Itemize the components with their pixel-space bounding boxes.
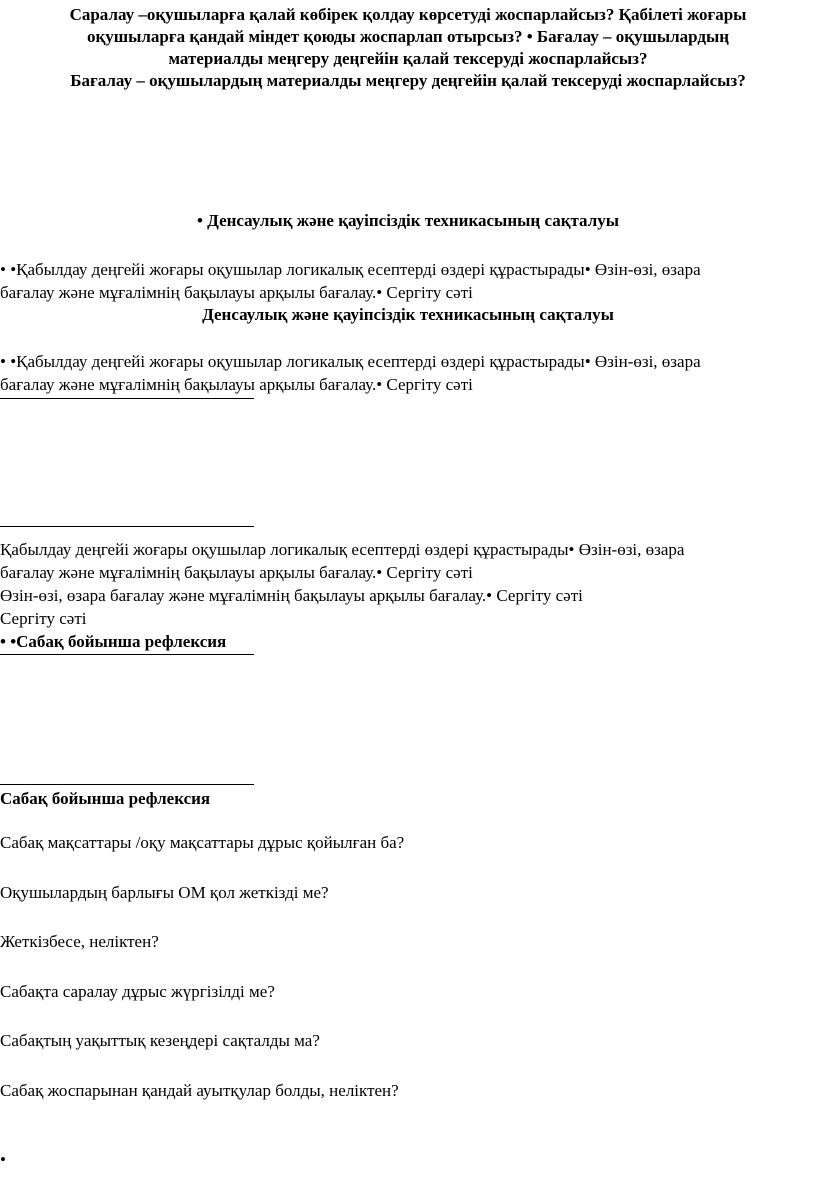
reflection-question-6: Сабақ жоспарынан қандай ауытқулар болды, неліктен? xyxy=(0,1081,399,1100)
health-safety-title-1: • Денсаулық және қауіпсіздік техникасының сақталуы xyxy=(196,211,620,230)
middle-text-line-4: Сергіту сәті xyxy=(0,609,87,628)
health-safety-body-1-line-1: • •Қабылдау деңгейі жоғары оқушылар логикалық есептерді өздері құрастырады• Өзін-өзі, өзара xyxy=(0,260,701,279)
reflection-question-2: Оқушылардың барлығы ОМ қол жеткізді ме? xyxy=(0,883,329,902)
reflection-title: Сабақ бойынша рефлексия xyxy=(0,789,211,808)
middle-text-line-3: Өзін-өзі, өзара бағалау және мұғалімнің бақылауы арқылы бағалау.• Сергіту сәті xyxy=(0,586,583,605)
health-safety-body-2-line-1: • •Қабылдау деңгейі жоғары оқушылар логикалық есептерді өздері құрастырады• Өзін-өзі, өзара xyxy=(0,352,701,371)
trailing-bullet: • xyxy=(0,1150,6,1169)
reflection-question-1: Сабақ мақсаттары /оқу мақсаттары дұрыс қойылған ба? xyxy=(0,833,405,852)
middle-text-line-1: Қабылдау деңгейі жоғары оқушылар логикалық есептерді өздері құрастырады• Өзін-өзі, өзара xyxy=(0,540,685,559)
divider-rule-2 xyxy=(0,526,254,527)
divider-rule-4 xyxy=(0,784,254,785)
reflection-question-5: Сабақтың уақыттық кезеңдері сақталды ма? xyxy=(0,1031,320,1050)
top-heading-line-4: Бағалау – оқушылардың материалды меңгеру деңгейін қалай тексеруді жоспарлайсыз? xyxy=(70,71,746,90)
reflection-question-4: Сабақта саралау дұрыс жүргізілді ме? xyxy=(0,982,275,1001)
health-safety-title-2: Денсаулық және қауіпсіздік техникасының сақталуы xyxy=(202,305,614,324)
divider-rule-1 xyxy=(0,398,254,399)
top-heading-line-1: Саралау –оқушыларға қалай көбірек қолдау көрсетуді жоспарлайсыз? Қабілеті жоғары xyxy=(69,5,747,24)
divider-rule-3 xyxy=(0,654,254,655)
middle-reflection-heading: • •Сабақ бойынша рефлексия xyxy=(0,632,227,651)
health-safety-body-2-line-2: бағалау және мұғалімнің бақылауы арқылы бағалау.• Сергіту сәті xyxy=(0,375,473,394)
top-heading-line-3: материалды меңгеру деңгейін қалай тексеруді жоспарлайсыз? xyxy=(168,49,648,68)
health-safety-body-1-line-2: бағалау және мұғалімнің бақылауы арқылы бағалау.• Сергіту сәті xyxy=(0,283,473,302)
top-heading-line-2: оқушыларға қандай міндет қоюды жоспарлап отырсыз? • Бағалау – оқушылардың xyxy=(86,27,730,46)
reflection-question-3: Жеткізбесе, неліктен? xyxy=(0,932,159,951)
middle-text-line-2: бағалау және мұғалімнің бақылауы арқылы бағалау.• Сергіту сәті xyxy=(0,563,473,582)
